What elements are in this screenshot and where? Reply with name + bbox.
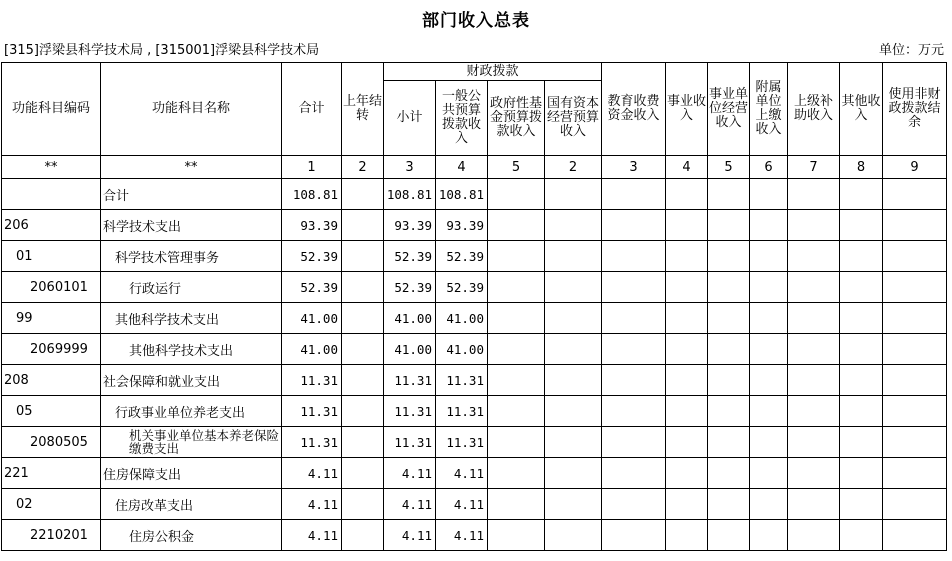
cell-gov-fund [488,427,545,458]
cell-business [666,458,708,489]
cell-business-unit [708,241,750,272]
cell-carryover [342,489,384,520]
cell-superior-subsidy [788,396,840,427]
cell-state-capital [545,396,602,427]
header-affiliate: 附属单位上缴收入 [750,63,788,156]
cell-nonfiscal-balance [883,179,947,210]
cell-name: 科学技术支出 [101,210,282,241]
cell-other [840,241,883,272]
header-superior-subsidy: 上级补助收入 [788,63,840,156]
table-row [2,179,947,210]
cell-superior-subsidy [788,365,840,396]
header-business-unit: 事业单位经营收入 [708,63,750,156]
cell-name: 行政运行 [101,272,282,303]
cell-gov-fund [488,458,545,489]
cell-nonfiscal-balance [883,458,947,489]
cell-business [666,179,708,210]
cell-gov-fund [488,520,545,551]
report-title: 部门收入总表 [422,11,530,31]
cell-carryover [342,520,384,551]
cell-affiliate [750,427,788,458]
cell-business [666,427,708,458]
cell-business [666,520,708,551]
table-row [2,303,947,334]
cell-carryover [342,458,384,489]
cell-education-fee [602,303,666,334]
cell-other [840,210,883,241]
cell-total: 11.31 [282,396,342,427]
table-row [2,427,947,458]
cell-superior-subsidy [788,520,840,551]
header-general-budget: 一般公共预算拨款收入 [436,81,488,156]
cell-superior-subsidy [788,272,840,303]
cell-code: 206 [2,210,101,241]
index-cell: 4 [436,156,488,179]
cell-other [840,365,883,396]
cell-state-capital [545,179,602,210]
cell-subtotal: 52.39 [384,272,436,303]
cell-business [666,396,708,427]
cell-name: 科学技术管理事务 [101,241,282,272]
cell-education-fee [602,241,666,272]
cell-general-budget: 52.39 [436,241,488,272]
table-row [2,458,947,489]
cell-other [840,458,883,489]
table-body [2,156,947,551]
organization-label: [315]浮梁县科学技术局 , [315001]浮梁县科学技术局 [4,43,320,58]
cell-business [666,303,708,334]
cell-gov-fund [488,396,545,427]
cell-subtotal: 4.11 [384,489,436,520]
cell-general-budget: 52.39 [436,272,488,303]
index-cell: 6 [750,156,788,179]
table-row [2,489,947,520]
cell-subtotal: 41.00 [384,303,436,334]
index-cell: 5 [488,156,545,179]
cell-nonfiscal-balance [883,489,947,520]
cell-code: 221 [2,458,101,489]
header-fiscal-group: 财政拨款 [384,63,602,81]
table-row [2,365,947,396]
cell-affiliate [750,210,788,241]
cell-carryover [342,427,384,458]
cell-superior-subsidy [788,458,840,489]
cell-state-capital [545,210,602,241]
cell-general-budget: 4.11 [436,489,488,520]
cell-general-budget: 41.00 [436,303,488,334]
cell-nonfiscal-balance [883,210,947,241]
cell-total: 41.00 [282,334,342,365]
cell-business-unit [708,272,750,303]
header-gov-fund: 政府性基金预算拨款收入 [488,81,545,156]
index-cell: ** [101,156,282,179]
cell-business-unit [708,396,750,427]
cell-gov-fund [488,241,545,272]
cell-other [840,489,883,520]
index-cell: 8 [840,156,883,179]
cell-total: 93.39 [282,210,342,241]
cell-education-fee [602,458,666,489]
cell-code: 2210201 [2,520,101,551]
cell-name: 其他科学技术支出 [101,303,282,334]
cell-state-capital [545,241,602,272]
cell-business [666,210,708,241]
index-cell: 4 [666,156,708,179]
cell-business-unit [708,334,750,365]
header-name: 功能科目名称 [101,63,282,156]
cell-carryover [342,334,384,365]
index-cell: 9 [883,156,947,179]
cell-education-fee [602,489,666,520]
cell-nonfiscal-balance [883,520,947,551]
cell-business [666,365,708,396]
cell-nonfiscal-balance [883,334,947,365]
cell-state-capital [545,427,602,458]
cell-business-unit [708,458,750,489]
cell-state-capital [545,334,602,365]
header-education-fee: 教育收费资金收入 [602,63,666,156]
cell-code: 99 [2,303,101,334]
cell-general-budget: 108.81 [436,179,488,210]
index-cell: ** [2,156,101,179]
cell-superior-subsidy [788,241,840,272]
cell-general-budget: 41.00 [436,334,488,365]
cell-general-budget: 4.11 [436,458,488,489]
cell-code [2,179,101,210]
cell-name: 住房公积金 [101,520,282,551]
cell-carryover [342,303,384,334]
cell-business-unit [708,179,750,210]
cell-name: 合计 [101,179,282,210]
cell-state-capital [545,303,602,334]
cell-other [840,272,883,303]
table-row [2,520,947,551]
cell-nonfiscal-balance [883,272,947,303]
cell-affiliate [750,489,788,520]
header-total: 合计 [282,63,342,156]
cell-state-capital [545,365,602,396]
cell-business-unit [708,210,750,241]
cell-carryover [342,241,384,272]
cell-affiliate [750,303,788,334]
cell-subtotal: 4.11 [384,458,436,489]
cell-other [840,334,883,365]
cell-code: 01 [2,241,101,272]
cell-other [840,427,883,458]
cell-subtotal: 11.31 [384,365,436,396]
cell-business-unit [708,427,750,458]
cell-total: 41.00 [282,303,342,334]
cell-subtotal: 108.81 [384,179,436,210]
index-cell: 2 [342,156,384,179]
header-nonfiscal-balance: 使用非财政拨款结余 [883,63,947,156]
cell-state-capital [545,489,602,520]
cell-code: 2069999 [2,334,101,365]
cell-education-fee [602,427,666,458]
cell-code: 2060101 [2,272,101,303]
cell-education-fee [602,272,666,303]
cell-other [840,179,883,210]
table-row [2,210,947,241]
cell-nonfiscal-balance [883,241,947,272]
cell-affiliate [750,458,788,489]
cell-gov-fund [488,179,545,210]
table-row [2,272,947,303]
cell-affiliate [750,396,788,427]
cell-affiliate [750,272,788,303]
table-row [2,334,947,365]
index-cell: 7 [788,156,840,179]
index-cell: 5 [708,156,750,179]
cell-name: 行政事业单位养老支出 [101,396,282,427]
cell-carryover [342,210,384,241]
cell-other [840,520,883,551]
cell-education-fee [602,210,666,241]
cell-total: 11.31 [282,365,342,396]
header-business: 事业收入 [666,63,708,156]
cell-code: 2080505 [2,427,101,458]
cell-subtotal: 93.39 [384,210,436,241]
cell-gov-fund [488,489,545,520]
cell-general-budget: 11.31 [436,427,488,458]
index-cell: 3 [384,156,436,179]
cell-state-capital [545,520,602,551]
cell-carryover [342,179,384,210]
cell-education-fee [602,179,666,210]
cell-education-fee [602,334,666,365]
cell-nonfiscal-balance [883,303,947,334]
cell-gov-fund [488,334,545,365]
cell-education-fee [602,520,666,551]
header-subtotal: 小计 [384,81,436,156]
cell-name: 住房改革支出 [101,489,282,520]
cell-carryover [342,396,384,427]
cell-total: 4.11 [282,458,342,489]
cell-general-budget: 11.31 [436,365,488,396]
cell-subtotal: 52.39 [384,241,436,272]
cell-business [666,241,708,272]
cell-code: 02 [2,489,101,520]
cell-name: 机关事业单位基本养老保险缴费支出 [101,427,282,458]
cell-name: 住房保障支出 [101,458,282,489]
header-other: 其他收入 [840,63,883,156]
cell-total: 52.39 [282,241,342,272]
cell-nonfiscal-balance [883,427,947,458]
cell-gov-fund [488,210,545,241]
cell-business [666,489,708,520]
cell-subtotal: 11.31 [384,396,436,427]
cell-education-fee [602,365,666,396]
cell-nonfiscal-balance [883,365,947,396]
cell-code: 05 [2,396,101,427]
cell-business [666,334,708,365]
cell-subtotal: 41.00 [384,334,436,365]
cell-superior-subsidy [788,427,840,458]
header-carryover: 上年结转 [342,63,384,156]
index-cell: 3 [602,156,666,179]
cell-affiliate [750,334,788,365]
cell-carryover [342,272,384,303]
index-cell: 1 [282,156,342,179]
cell-general-budget: 93.39 [436,210,488,241]
cell-gov-fund [488,303,545,334]
cell-total: 11.31 [282,427,342,458]
cell-business-unit [708,489,750,520]
cell-general-budget: 4.11 [436,520,488,551]
index-row [2,156,947,179]
cell-code: 208 [2,365,101,396]
cell-business-unit [708,303,750,334]
cell-superior-subsidy [788,210,840,241]
cell-state-capital [545,458,602,489]
income-table [1,62,947,551]
table-row [2,241,947,272]
cell-superior-subsidy [788,489,840,520]
unit-label: 单位：万元 [878,43,944,58]
cell-name: 社会保障和就业支出 [101,365,282,396]
cell-affiliate [750,241,788,272]
cell-name: 其他科学技术支出 [101,334,282,365]
cell-total: 4.11 [282,489,342,520]
table-row [2,396,947,427]
cell-carryover [342,365,384,396]
cell-superior-subsidy [788,179,840,210]
cell-other [840,303,883,334]
cell-business-unit [708,520,750,551]
cell-subtotal: 4.11 [384,520,436,551]
header-state-capital: 国有资本经营预算收入 [545,81,602,156]
cell-affiliate [750,520,788,551]
cell-gov-fund [488,272,545,303]
cell-business [666,272,708,303]
cell-nonfiscal-balance [883,396,947,427]
cell-business-unit [708,365,750,396]
index-cell: 2 [545,156,602,179]
cell-superior-subsidy [788,334,840,365]
cell-other [840,396,883,427]
cell-state-capital [545,272,602,303]
cell-total: 108.81 [282,179,342,210]
cell-subtotal: 11.31 [384,427,436,458]
cell-gov-fund [488,365,545,396]
cell-total: 4.11 [282,520,342,551]
cell-total: 52.39 [282,272,342,303]
header-code: 功能科目编码 [2,63,101,156]
cell-general-budget: 11.31 [436,396,488,427]
cell-education-fee [602,396,666,427]
cell-superior-subsidy [788,303,840,334]
cell-affiliate [750,365,788,396]
cell-affiliate [750,179,788,210]
